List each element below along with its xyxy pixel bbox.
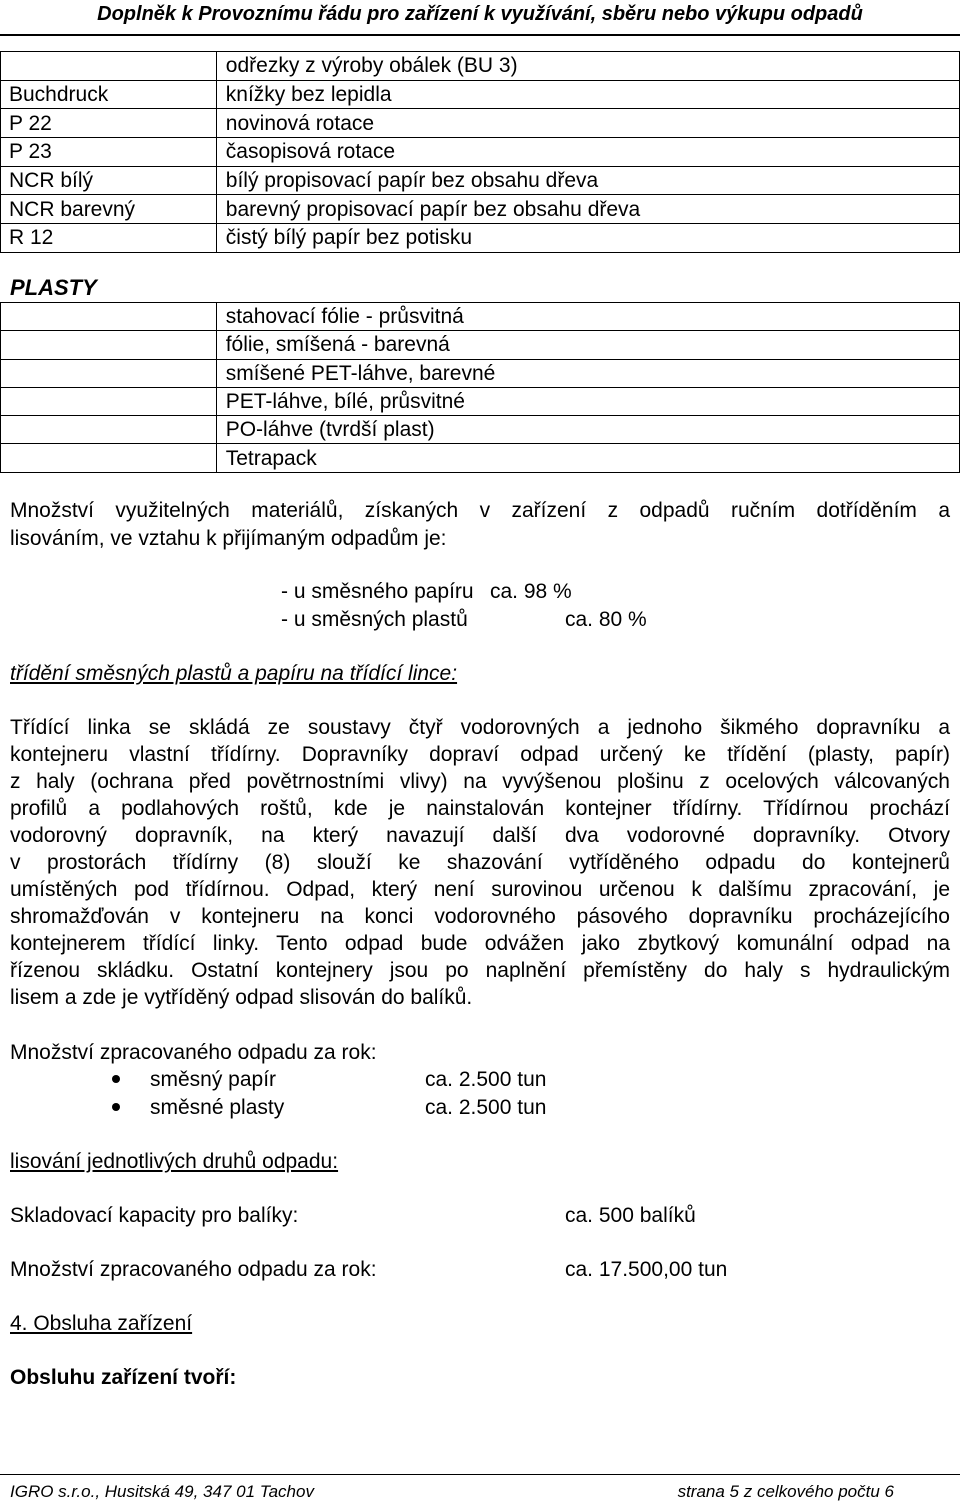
footer-company: IGRO s.r.o., Husitská 49, 347 01 Tachov xyxy=(10,1482,314,1501)
footer-rule xyxy=(0,1474,960,1475)
table-row xyxy=(1,359,960,387)
paper-grade-description: knížky bez lepidla xyxy=(216,80,959,109)
paper-grade-description: barevný propisovací papír bez obsahu dřeva xyxy=(216,195,959,224)
paper-grade-description: novinová rotace xyxy=(216,109,959,138)
header-rule xyxy=(0,34,960,36)
plastic-code-cell xyxy=(1,416,217,444)
plastic-item: PET-láhve, bílé, průsvitné xyxy=(216,387,959,415)
table-row xyxy=(1,387,960,415)
paper-grades-table xyxy=(0,51,960,253)
footer-page-number: strana 5 z celkového počtu 6 xyxy=(677,1482,894,1501)
plastic-item: PO-láhve (tvrdší plast) xyxy=(216,416,959,444)
sorting-paragraph-line: umístěných pod třídírnou. Odpad, který není surovinou určenou k dalšímu zpracování, je xyxy=(10,878,950,901)
table-row xyxy=(1,444,960,472)
sorting-paragraph-line: shromažďován v kontejneru na konci vodorovného pásového dopravníku procházejícího xyxy=(10,905,950,928)
paper-grade-description: bílý propisovací papír bez obsahu dřeva xyxy=(216,166,959,195)
paper-grade-code: P 23 xyxy=(1,138,217,167)
plastic-code-cell xyxy=(1,359,217,387)
paper-grade-code: NCR barevný xyxy=(1,195,217,224)
plastic-item: smíšené PET-láhve, barevné xyxy=(216,359,959,387)
sorting-paragraph-line: profilů a podlahových roštů, kde je nainstalován kontejner třídírny. Třídírnou prochází xyxy=(10,797,950,820)
plastics-table xyxy=(0,302,960,473)
sorting-paragraph-line: z haly (ochrana před povětrnostními vlivy) na vyvýšenou plošinu z ocelových válcovaných xyxy=(10,770,950,793)
amount-heading: Množství zpracovaného odpadu za rok: xyxy=(10,1041,377,1064)
section4-subheading: Obsluhu zařízení tvoří: xyxy=(10,1366,237,1389)
pressing-heading: lisování jednotlivých druhů odpadu: xyxy=(10,1150,339,1173)
table-row xyxy=(1,303,960,331)
pressing-amount-label: Množství zpracovaného odpadu za rok: xyxy=(10,1258,377,1281)
paper-grade-code: Buchdruck xyxy=(1,80,217,109)
paper-grade-code: R 12 xyxy=(1,224,217,253)
plastic-code-cell xyxy=(1,303,217,331)
table-row xyxy=(1,195,960,224)
recovered-plastic-label: - u směsných plastů xyxy=(281,608,468,631)
sorting-paragraph-line: řízenou skládku. Ostatní kontejnery jsou po naplnění přemístěny do haly s hydraulickým xyxy=(10,959,950,982)
paper-grade-description: čistý bílý papír bez potisku xyxy=(216,224,959,253)
plastics-heading: PLASTY xyxy=(10,275,97,300)
sorting-paragraph-line: vodorovný dopravník, na který navazují další dva vodorovné dopravníky. Otvory xyxy=(10,824,950,847)
table-row xyxy=(1,80,960,109)
sorting-paragraph-line: kontejnerem třídící linky. Tento odpad bude odvážen jako zbytkový komunální odpad na xyxy=(10,932,950,955)
sorting-heading: třídění směsných plastů a papíru na třídící lince: xyxy=(10,662,458,685)
document-header-title: Doplněk k Provoznímu řádu pro zařízení k využívání, sběru nebo výkupu odpadů xyxy=(97,3,863,25)
paper-grade-code: NCR bílý xyxy=(1,166,217,195)
amount-plastic-label: směsné plasty xyxy=(150,1096,285,1119)
table-row xyxy=(1,109,960,138)
plastic-code-cell xyxy=(1,444,217,472)
paper-grade-description: odřezky z výroby obálek (BU 3) xyxy=(216,52,959,81)
plastic-item: stahovací fólie - průsvitná xyxy=(216,303,959,331)
plastic-item: Tetrapack xyxy=(216,444,959,472)
amount-paper-label: směsný papír xyxy=(150,1068,277,1091)
recovered-paragraph-line2: lisováním, ve vztahu k přijímaným odpadům je: xyxy=(10,527,447,550)
paper-grade-code xyxy=(1,52,217,81)
paper-grade-description: časopisová rotace xyxy=(216,138,959,167)
plastic-code-cell xyxy=(1,331,217,359)
section4-heading: 4. Obsluha zařízení xyxy=(10,1312,193,1335)
amount-paper-value: ca. 2.500 tun xyxy=(425,1068,547,1091)
table-row xyxy=(1,52,960,81)
amount-plastic-value: ca. 2.500 tun xyxy=(425,1096,547,1119)
paper-grade-code: P 22 xyxy=(1,109,217,138)
table-row xyxy=(1,138,960,167)
table-row xyxy=(1,166,960,195)
sorting-paragraph-line: kontejneru vlastní třídírny. Dopravníky dopraví odpad určený ke třídění (plasty, papír) xyxy=(10,743,950,766)
bullet-icon xyxy=(112,1103,120,1111)
recovered-paper-label: - u směsného papíru xyxy=(281,580,474,603)
table-row xyxy=(1,224,960,253)
sorting-paragraph-line: v prostorách třídírny (8) slouží ke shazování vytříděného odpadu do kontejnerů xyxy=(10,851,950,874)
sorting-paragraph-line: Třídící linka se skládá ze soustavy čtyř vodorovných a jednoho šikmého dopravníku a xyxy=(10,716,950,739)
recovered-paper-value: ca. 98 % xyxy=(490,580,572,603)
recovered-paragraph-line1: Množství využitelných materiálů, získaných v zařízení z odpadů ručním dotříděním a xyxy=(10,499,950,522)
pressing-amount-value: ca. 17.500,00 tun xyxy=(565,1258,728,1281)
recovered-plastic-value: ca. 80 % xyxy=(565,608,647,631)
table-row xyxy=(1,416,960,444)
capacity-label: Skladovací kapacity pro balíky: xyxy=(10,1204,299,1227)
table-row xyxy=(1,331,960,359)
plastic-item: fólie, smíšená - barevná xyxy=(216,331,959,359)
sorting-paragraph-line: lisem a zde je vytříděný odpad slisován do balíků. xyxy=(10,986,473,1009)
capacity-value: ca. 500 balíků xyxy=(565,1204,696,1227)
plastic-code-cell xyxy=(1,387,217,415)
bullet-icon xyxy=(112,1075,120,1083)
